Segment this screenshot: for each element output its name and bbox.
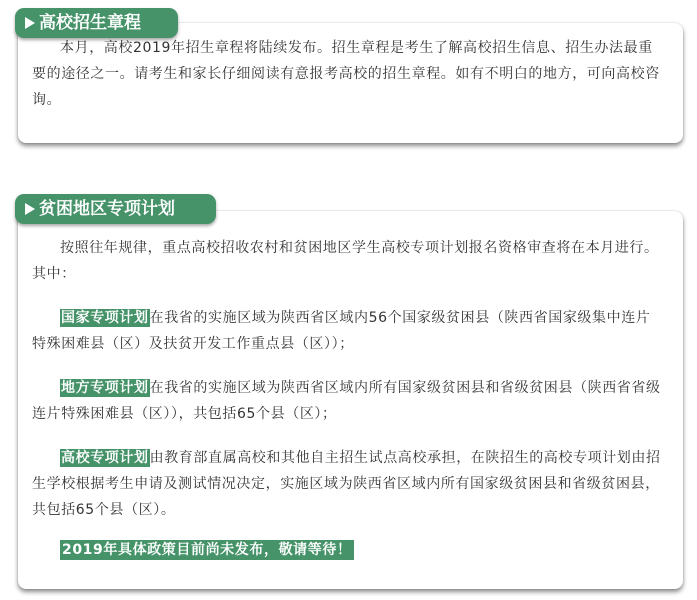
policy-notice-text: 2019年具体政策目前尚未发布，敬请等待！ [62,542,352,558]
poverty-plan-content [32,235,665,563]
plan-item-national [32,305,665,357]
plan-item-local [32,375,665,427]
plan-text-national: 在我省的实施区域为陕西省区域内56个国家级贫困县（陕西省国家级集中连片特殊困难县（区）及扶贫开发工作重点县（区））； [32,310,651,352]
admission-charter-body: 本月，高校2019年招生章程将陆续发布。招生章程是考生了解高校招生信息、招生办法最重要的途径之一。请考生和家长仔细阅读有意报考高校的招生章程。如有不明白的地方，可向高校咨询。 [32,40,660,108]
section-title-text: 贫困地区专项计划 [39,199,175,219]
play-arrow-icon [25,17,35,29]
section-title-admission-charter [15,8,178,38]
admission-charter-card [18,23,683,143]
poverty-plan-intro: 按照往年规律，重点高校招收农村和贫困地区学生高校专项计划报名资格审查将在本月进行。其中： [32,240,659,282]
plan-text-university: 由教育部直属高校和其他自主招生试点高校承担，在陕招生的高校专项计划由招生学校根据考生申请及测试情况决定，实施区域为陕西省区域内所有国家级贫困县和省级贫困县，共包括65个县（区）。 [32,450,661,518]
plan-label-local: 地方专项计划 [61,380,149,396]
admission-charter-content [32,35,665,113]
section-title-text: 高校招生章程 [39,13,141,33]
plan-text-local: 在我省的实施区域为陕西省区域内所有国家级贫困县和省级贫困县（陕西省省级连片特殊困难县（区）），共包括65个县（区）； [32,380,661,422]
plan-item-university [32,445,665,523]
section-title-poverty-plan [15,194,216,224]
plan-label-national: 国家专项计划 [61,310,149,326]
policy-notice [32,537,665,563]
plan-label-university: 高校专项计划 [61,450,149,466]
poverty-plan-card [18,211,683,589]
play-arrow-icon [25,203,35,215]
